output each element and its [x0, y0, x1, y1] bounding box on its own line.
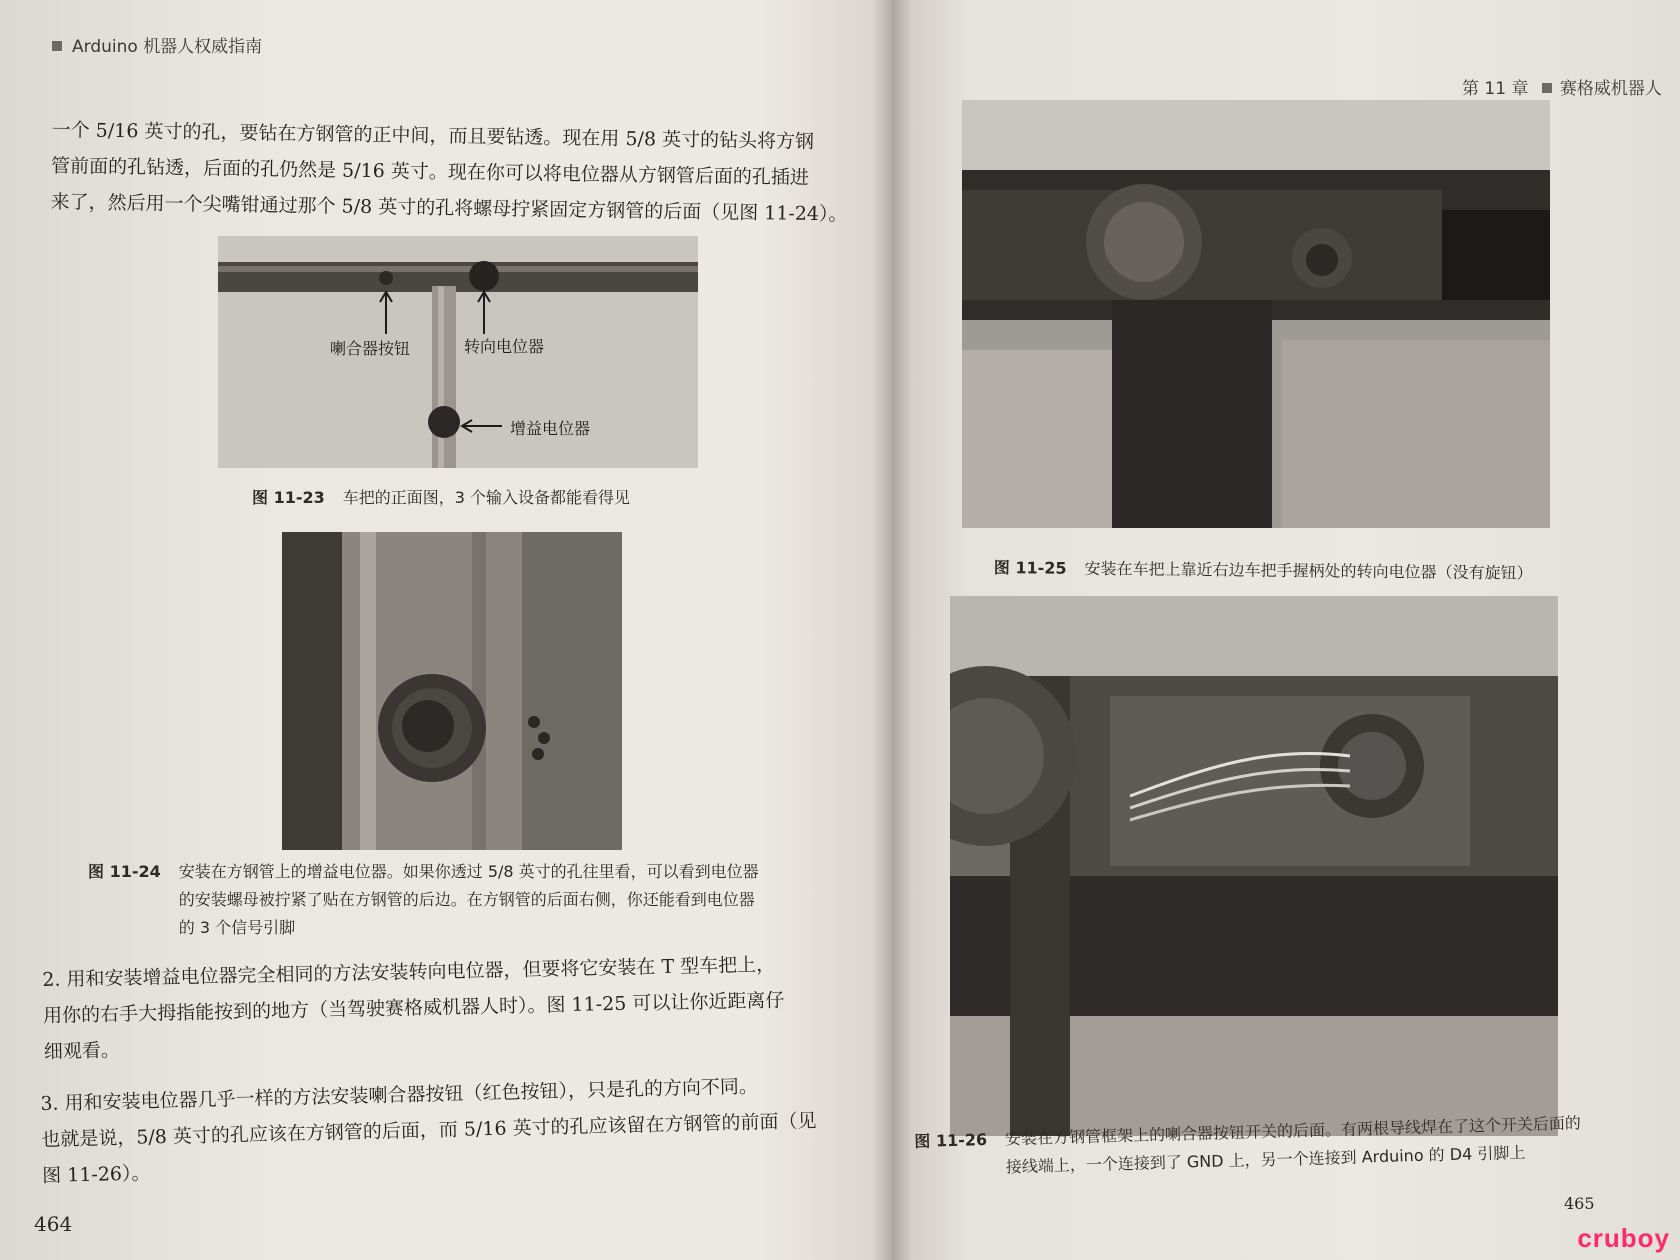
caption-label: 图 11-24: [88, 862, 161, 881]
figure-11-25-photo: [962, 100, 1550, 528]
header-square-icon: [1542, 83, 1552, 93]
text-line: 3. 用和安装电位器几乎一样的方法安装喇合器按钮（红色按钮），只是孔的方向不同。: [40, 1075, 759, 1115]
text-line: 细观看。: [43, 1039, 121, 1063]
figure-11-23-caption: [252, 484, 630, 512]
label-horn-button: 喇合器按钮: [330, 339, 411, 358]
chapter-label: 第 11 章: [1462, 79, 1529, 99]
caption-label: 图 11-26: [914, 1129, 988, 1151]
text-line: 也就是说，5/8 英寸的孔应该在方钢管的后面，而 5/16 英寸的孔应该留在方钢管的前面（见: [41, 1110, 817, 1151]
figure-11-24-photo: [282, 532, 622, 850]
gain-pot-closeup-photo: [282, 532, 622, 850]
running-header-left: [52, 32, 262, 57]
steering-pot-photo: [962, 100, 1550, 528]
text-line: 一个 5/16 英寸的孔，要钻在方钢管的正中间，而且要钻透。现在用 5/8 英寸的钻头将方钢: [51, 118, 815, 153]
book-gutter-shadow: [872, 0, 912, 1260]
label-steering-pot: 转向电位器: [464, 337, 545, 356]
figure-11-24-caption: [88, 858, 828, 942]
horn-button-back-photo: [950, 596, 1558, 1136]
page-number-left: 464: [34, 1212, 73, 1236]
book-title: Arduino 机器人权威指南: [72, 37, 263, 57]
caption-label: 图 11-25: [993, 557, 1067, 578]
caption-line: 安装在方钢管框架上的喇合器按钮开关的后面。有两根导线焊在了这个开关后面的: [1004, 1113, 1582, 1149]
step-2-paragraph: [42, 945, 854, 1070]
caption-line: 的 3 个信号引脚: [178, 918, 296, 937]
watermark: cruboy: [1577, 1223, 1670, 1253]
caption-label: 图 11-23: [252, 488, 325, 507]
annotation-arrows: [218, 236, 698, 468]
header-square-icon: [52, 41, 62, 51]
figure-11-26-photo: [950, 596, 1558, 1136]
intro-paragraph: [50, 112, 852, 233]
text-line: 管前面的孔钻透，后面的孔仍然是 5/16 英寸。现在你可以将电位器从方钢管后面的孔插进: [50, 154, 809, 189]
chapter-title: 赛格威机器人: [1559, 79, 1662, 99]
running-header-right: [1462, 74, 1662, 99]
label-gain-pot: 增益电位器: [510, 419, 591, 438]
page-number-right: 465: [1564, 1194, 1595, 1213]
text-line: 来了，然后用一个尖嘴钳通过那个 5/8 英寸的孔将螺母拧紧固定方钢管的后面（见图 11-24）。: [50, 190, 848, 226]
caption-line: 的安装螺母被拧紧了贴在方钢管的后边。在方钢管的后面右侧，你还能看到电位器: [178, 890, 755, 909]
right-page: [892, 0, 1680, 1260]
figure-11-25-caption: [994, 554, 1533, 588]
figure-11-23-photo: [218, 236, 698, 468]
text-line: 用你的右手大拇指能按到的地方（当驾驶赛格威机器人时）。图 11-25 可以让你近距离仔: [42, 989, 785, 1027]
step-3-paragraph: [40, 1066, 852, 1194]
caption-line: 安装在方钢管上的增益电位器。如果你透过 5/8 英寸的孔往里看，可以看到电位器: [178, 862, 759, 881]
text-line: 2. 用和安装增益电位器完全相同的方法安装转向电位器，但要将它安装在 T 型车把上，: [42, 953, 776, 991]
text-line: 图 11-26）。: [41, 1162, 151, 1187]
caption-text: 安装在车把上靠近右边车把手握柄处的转向电位器（没有旋钮）: [1084, 558, 1533, 583]
caption-text: 车把的正面图，3 个输入设备都能看得见: [342, 488, 631, 507]
caption-line: 接线端上，一个连接到了 GND 上，另一个连接到 Arduino 的 D4 引脚上: [1005, 1142, 1526, 1177]
